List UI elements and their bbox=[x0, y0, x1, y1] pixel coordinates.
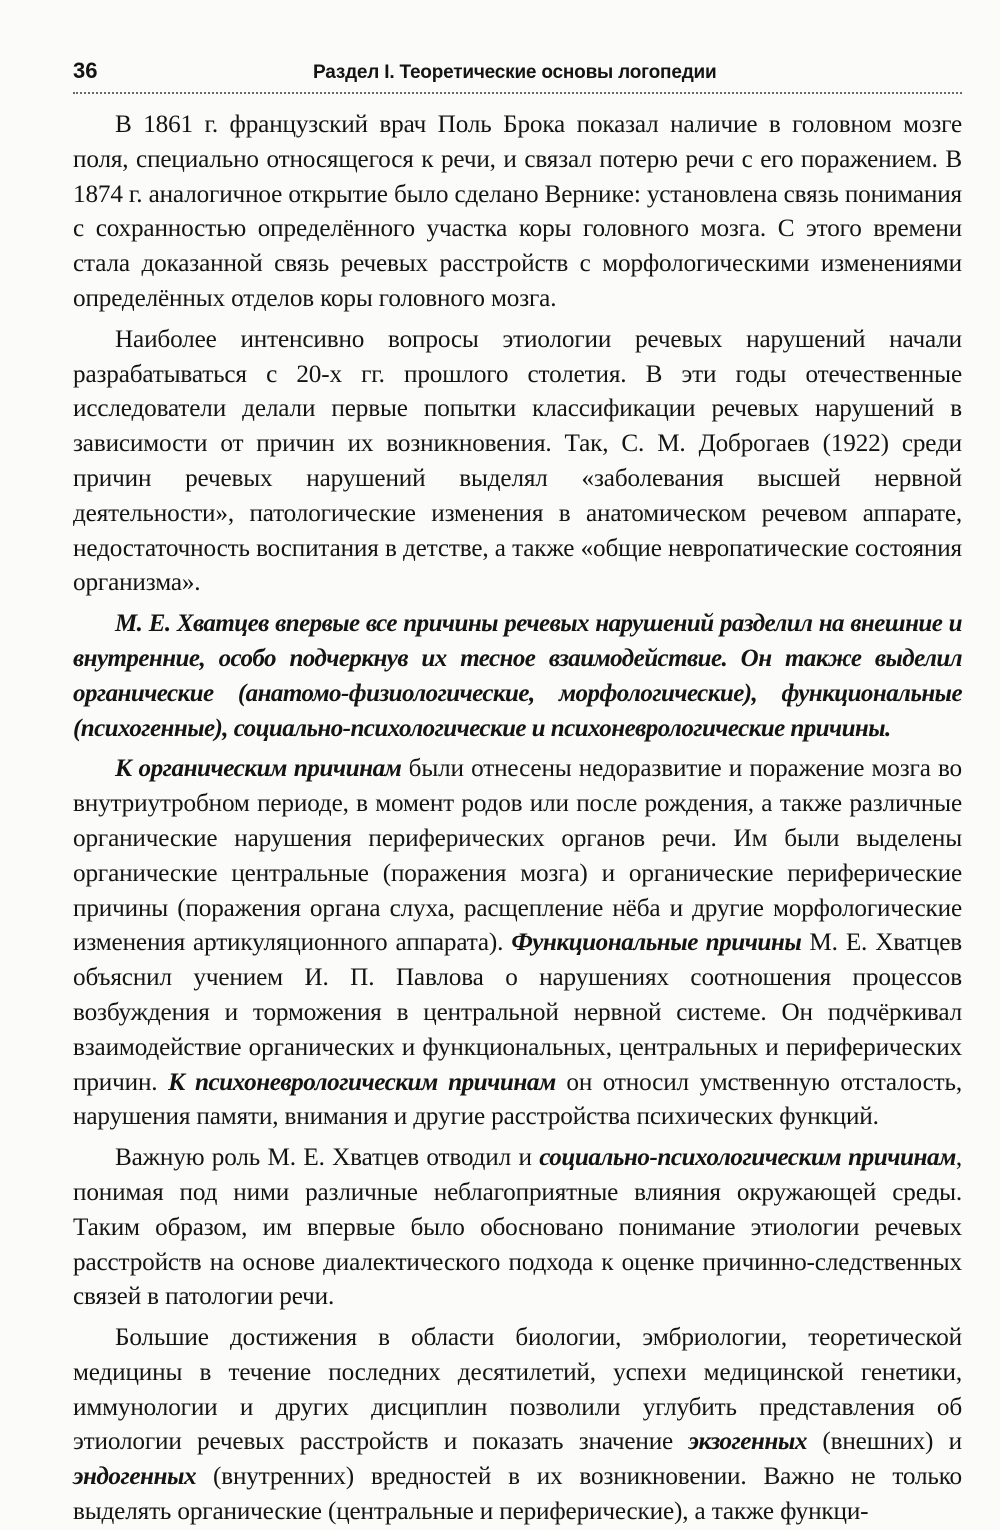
paragraph-social-psychological bbox=[73, 1141, 962, 1315]
term-organic-causes: К органическим причинам bbox=[115, 755, 402, 783]
term-functional-causes: Функциональные причины bbox=[511, 929, 802, 957]
text-segment: были отнесены недоразвитие и поражение мозга во внутриутробном периоде, в момент родов или после рождения, а также различные органические нарушения периферических органов речи. Им были выделены органические центральные (поражения мозга) и органические периферические причины (поражения органа слуха, расщепление нёба и другие морфологические изменения артикуляционного аппарата). bbox=[73, 755, 962, 957]
paragraph-broca-wernicke: В 1861 г. французский врач Поль Брока показал наличие в головном мозге поля, специально относящегося к речи, и связал потерю речи с его поражением. В 1874 г. аналогичное открытие было сделано Вернике: установлена связь понимания с сохранностью определённого участка коры головного мозга. С этого времени стала доказанной связь речевых расстройств с морфологическими изменениями определённых отделов коры головного мозга. bbox=[73, 111, 962, 312]
running-head: Раздел I. Теоретические основы логопедии bbox=[313, 62, 717, 83]
paragraph-exogenous-endogenous bbox=[73, 1321, 962, 1530]
text-segment: М. Е. Хватцев объяснил учением И. П. Павлова о нарушениях соотношения процессов возбуждения и торможения в центральной нервной системе. Он подчёркивал взаимодействие органических и функциональных, центральных и периферических причин. bbox=[73, 929, 963, 1096]
paragraph-khvattsev-emphasis: М. Е. Хватцев впервые все причины речевых нарушений разделил на внешние и внутренние, особо подчеркнув их тесное взаимодействие. Он также выделил органические (анатомо-физиологические, морфологические), функциональные (психогенные), социально-психологические и психоневрологические причины. bbox=[73, 610, 962, 742]
text-segment: он относил умственную отсталость, нарушения памяти, внимания и другие расстройства психических функций. bbox=[73, 1068, 962, 1131]
text-segment: Большие достижения в области биологии, эмбриологии, теоретической медицины в течение последних десятилетий, успехи медицинской генетики, иммунологии и других дисциплин позволили углубить представления об этиологии речевых расстройств и показать значение bbox=[73, 1324, 962, 1456]
page-number: 36 bbox=[73, 58, 98, 83]
text-segment: Важную роль М. Е. Хватцев отводил и bbox=[115, 1144, 540, 1172]
text-segment: (внешних) и bbox=[806, 1428, 963, 1456]
text-segment: (внутренних) вредностей в их возникновении. Важно не только выделять органические (центральные и периферические), а также функци- bbox=[73, 1463, 962, 1526]
paragraph-organic-causes bbox=[73, 752, 962, 1135]
page-header bbox=[73, 58, 962, 94]
term-exogenous: экзогенных bbox=[688, 1428, 807, 1456]
text-segment: , понимая под ними различные неблагоприятные влияния окружающей среды. Таким образом, им впервые было обосновано понимание этиологии речевых расстройств на основе диалектического подхода к оценке причинно-следственных связей в патологии речи. bbox=[73, 1144, 962, 1311]
term-social-psychological-causes: социально-психологическим причинам bbox=[539, 1144, 956, 1172]
body-text bbox=[73, 108, 962, 1530]
term-psychoneurological-causes: К психоневрологическим причинам bbox=[168, 1068, 556, 1096]
paragraph-dobrogaev: Наиболее интенсивно вопросы этиологии речевых нарушений начали разрабатываться с 20-х гг. прошлого столетия. В эти годы отечественные исследователи делали первые попытки классификации речевых нарушений в зависимости от причин их возникновения. Так, С. М. Доброгаев (1922) среди причин речевых нарушений выделял «заболевания высшей нервной деятельности», патологические изменения в анатомическом речевом аппарате, недостаточность воспитания в детстве, а также «общие невропатические состояния организма». bbox=[73, 325, 962, 597]
term-endogenous: эндогенных bbox=[73, 1463, 197, 1491]
